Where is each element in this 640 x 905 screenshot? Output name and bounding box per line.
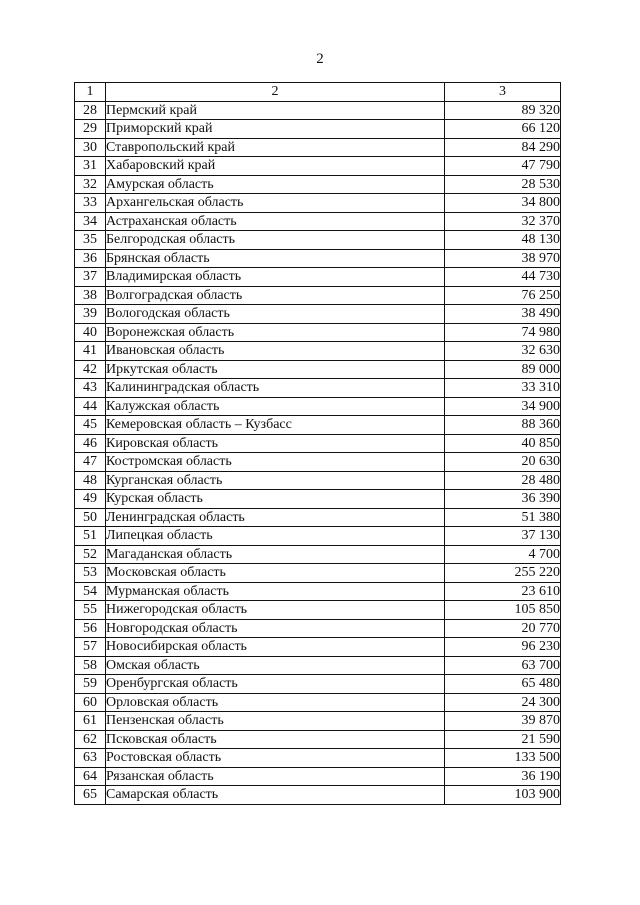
row-number: 63 — [75, 749, 106, 768]
table-row — [75, 545, 561, 564]
table-row — [75, 434, 561, 453]
row-number: 53 — [75, 564, 106, 583]
region-name: Иркутская область — [106, 360, 445, 379]
row-number: 50 — [75, 508, 106, 527]
row-number: 59 — [75, 675, 106, 694]
table-row — [75, 471, 561, 490]
row-number: 38 — [75, 286, 106, 305]
table-row — [75, 619, 561, 638]
table-row — [75, 268, 561, 287]
row-number: 31 — [75, 157, 106, 176]
region-value: 51 380 — [445, 508, 561, 527]
table-row — [75, 249, 561, 268]
table-row — [75, 786, 561, 805]
region-name: Оренбургская область — [106, 675, 445, 694]
row-number: 51 — [75, 527, 106, 546]
table-row — [75, 286, 561, 305]
table-row — [75, 693, 561, 712]
row-number: 49 — [75, 490, 106, 509]
row-number: 54 — [75, 582, 106, 601]
region-value: 63 700 — [445, 656, 561, 675]
table-row — [75, 508, 561, 527]
region-name: Пензенская область — [106, 712, 445, 731]
row-number: 48 — [75, 471, 106, 490]
row-number: 52 — [75, 545, 106, 564]
table-row — [75, 120, 561, 139]
row-number: 43 — [75, 379, 106, 398]
row-number: 41 — [75, 342, 106, 361]
row-number: 33 — [75, 194, 106, 213]
region-value: 37 130 — [445, 527, 561, 546]
row-number: 62 — [75, 730, 106, 749]
table-row — [75, 194, 561, 213]
table-row — [75, 582, 561, 601]
row-number: 34 — [75, 212, 106, 231]
table-row — [75, 749, 561, 768]
row-number: 45 — [75, 416, 106, 435]
region-value: 32 630 — [445, 342, 561, 361]
header-col-3: 3 — [445, 83, 561, 102]
region-name: Рязанская область — [106, 767, 445, 786]
row-number: 36 — [75, 249, 106, 268]
table-row — [75, 397, 561, 416]
region-value: 47 790 — [445, 157, 561, 176]
region-value: 28 530 — [445, 175, 561, 194]
header-row — [75, 83, 561, 102]
row-number: 44 — [75, 397, 106, 416]
header-col-2: 2 — [106, 83, 445, 102]
region-value: 89 000 — [445, 360, 561, 379]
region-name: Вологодская область — [106, 305, 445, 324]
region-value: 34 800 — [445, 194, 561, 213]
region-name: Костромская область — [106, 453, 445, 472]
region-value: 4 700 — [445, 545, 561, 564]
table-row — [75, 730, 561, 749]
table-row — [75, 527, 561, 546]
row-number: 60 — [75, 693, 106, 712]
region-value: 32 370 — [445, 212, 561, 231]
region-value: 89 320 — [445, 101, 561, 120]
table-row — [75, 342, 561, 361]
table-row — [75, 767, 561, 786]
region-value: 20 770 — [445, 619, 561, 638]
region-value: 44 730 — [445, 268, 561, 287]
region-name: Архангельская область — [106, 194, 445, 213]
table-row — [75, 175, 561, 194]
region-value: 36 390 — [445, 490, 561, 509]
region-value: 39 870 — [445, 712, 561, 731]
region-value: 33 310 — [445, 379, 561, 398]
region-value: 40 850 — [445, 434, 561, 453]
row-number: 37 — [75, 268, 106, 287]
region-value: 105 850 — [445, 601, 561, 620]
row-number: 61 — [75, 712, 106, 731]
header-col-1: 1 — [75, 83, 106, 102]
table-row — [75, 416, 561, 435]
region-name: Воронежская область — [106, 323, 445, 342]
table-row — [75, 675, 561, 694]
region-value: 74 980 — [445, 323, 561, 342]
row-number: 46 — [75, 434, 106, 453]
table-row — [75, 564, 561, 583]
row-number: 42 — [75, 360, 106, 379]
region-name: Ленинградская область — [106, 508, 445, 527]
region-name: Кемеровская область – Кузбасс — [106, 416, 445, 435]
region-value: 34 900 — [445, 397, 561, 416]
region-name: Ростовская область — [106, 749, 445, 768]
region-value: 38 490 — [445, 305, 561, 324]
table-row — [75, 231, 561, 250]
region-name: Амурская область — [106, 175, 445, 194]
region-value: 84 290 — [445, 138, 561, 157]
region-value: 96 230 — [445, 638, 561, 657]
region-name: Астраханская область — [106, 212, 445, 231]
page-number: 2 — [316, 51, 324, 67]
region-value: 21 590 — [445, 730, 561, 749]
row-number: 58 — [75, 656, 106, 675]
table-row — [75, 601, 561, 620]
region-name: Кировская область — [106, 434, 445, 453]
table-row — [75, 656, 561, 675]
table-row — [75, 305, 561, 324]
region-name: Липецкая область — [106, 527, 445, 546]
row-number: 40 — [75, 323, 106, 342]
region-name: Мурманская область — [106, 582, 445, 601]
region-table — [74, 82, 561, 805]
region-name: Калужская область — [106, 397, 445, 416]
row-number: 39 — [75, 305, 106, 324]
region-name: Хабаровский край — [106, 157, 445, 176]
region-name: Брянская область — [106, 249, 445, 268]
region-name: Новгородская область — [106, 619, 445, 638]
table-row — [75, 157, 561, 176]
table-body — [75, 101, 561, 804]
region-name: Волгоградская область — [106, 286, 445, 305]
table-header — [75, 83, 561, 102]
region-value: 66 120 — [445, 120, 561, 139]
row-number: 32 — [75, 175, 106, 194]
region-name: Омская область — [106, 656, 445, 675]
region-value: 20 630 — [445, 453, 561, 472]
region-name: Белгородская область — [106, 231, 445, 250]
region-name: Владимирская область — [106, 268, 445, 287]
region-name: Курская область — [106, 490, 445, 509]
table-row — [75, 453, 561, 472]
row-number: 56 — [75, 619, 106, 638]
table-row — [75, 712, 561, 731]
table-row — [75, 360, 561, 379]
region-value: 133 500 — [445, 749, 561, 768]
region-name: Курганская область — [106, 471, 445, 490]
region-value: 103 900 — [445, 786, 561, 805]
region-name: Орловская область — [106, 693, 445, 712]
region-value: 36 190 — [445, 767, 561, 786]
region-name: Калининградская область — [106, 379, 445, 398]
region-name: Самарская область — [106, 786, 445, 805]
region-name: Московская область — [106, 564, 445, 583]
row-number: 64 — [75, 767, 106, 786]
row-number: 29 — [75, 120, 106, 139]
table-row — [75, 101, 561, 120]
row-number: 47 — [75, 453, 106, 472]
table-row — [75, 323, 561, 342]
row-number: 55 — [75, 601, 106, 620]
region-name: Пермский край — [106, 101, 445, 120]
region-name: Приморский край — [106, 120, 445, 139]
table-row — [75, 379, 561, 398]
region-value: 24 300 — [445, 693, 561, 712]
region-value: 23 610 — [445, 582, 561, 601]
region-name: Псковская область — [106, 730, 445, 749]
region-value: 38 970 — [445, 249, 561, 268]
region-name: Магаданская область — [106, 545, 445, 564]
region-value: 28 480 — [445, 471, 561, 490]
region-name: Новосибирская область — [106, 638, 445, 657]
region-name: Нижегородская область — [106, 601, 445, 620]
region-value: 88 360 — [445, 416, 561, 435]
table-row — [75, 490, 561, 509]
row-number: 30 — [75, 138, 106, 157]
region-value: 48 130 — [445, 231, 561, 250]
row-number: 65 — [75, 786, 106, 805]
region-name: Ивановская область — [106, 342, 445, 361]
region-value: 255 220 — [445, 564, 561, 583]
region-name: Ставропольский край — [106, 138, 445, 157]
row-number: 35 — [75, 231, 106, 250]
table-row — [75, 638, 561, 657]
row-number: 57 — [75, 638, 106, 657]
table-row — [75, 212, 561, 231]
table-row — [75, 138, 561, 157]
region-value: 76 250 — [445, 286, 561, 305]
region-value: 65 480 — [445, 675, 561, 694]
row-number: 28 — [75, 101, 106, 120]
